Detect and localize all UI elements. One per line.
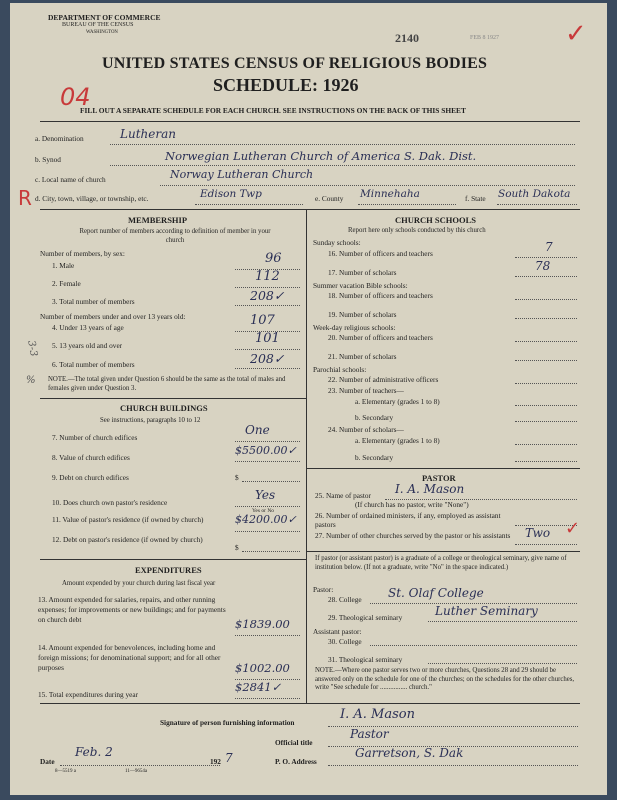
edifices-value: One [245,423,270,437]
q23-label: 23. Number of teachers— [328,386,404,395]
owns-residence-label: 10. Does church own pastor's residence [52,498,168,507]
q22-label: 22. Number of administrative officers [328,375,439,384]
q25-value: I. A. Mason [395,482,465,496]
female-value: 112 [255,269,280,284]
under-13-value: 107 [250,313,275,328]
pastor-sub-label: Pastor: [313,585,334,594]
expenditures-title: EXPENDITURES [135,565,202,575]
instruction-line: FILL OUT A SEPARATE SCHEDULE FOR EACH CHURCH. SEE INSTRUCTIONS ON THE BACK OF THIS SHEET [80,106,466,115]
expenditures-sub: Amount expended by your church during last fiscal year [62,580,216,587]
q14-label: 14. Amount expended for benevolences, including home and foreign missions; for denominational support; and for all other purposes [38,643,221,672]
q28-value: St. Olaf College [388,586,484,600]
signature-value: I. A. Mason [340,707,415,722]
residence-debt-label: 12. Debt on pastor's residence (if owned by church) [52,535,203,544]
sunday-head: Sunday schools: [313,238,361,247]
membership-title: MEMBERSHIP [128,215,188,225]
membership-intro: Report number of members according to definition of member in your church [79,228,271,244]
grad-note: If pastor (or assistant pastor) is a graduate of a college or theological seminary, give name of institution below. (If not a graduate, write "No" in the space indicated.) [315,555,567,571]
po-address-value: Garretson, S. Dak [355,746,464,760]
schools-sub: Report here only schools conducted by this church [348,227,486,234]
city-label: d. City, town, village, or township, etc. [35,194,149,203]
edifice-debt-label: 9. Debt on church edifices [52,473,129,482]
year-value: 7 [225,751,233,765]
residence-value-label: 11. Value of pastor's residence (if owned by church) [52,515,204,524]
asst-label: Assistant pastor: [313,627,362,636]
total-age-value: 208✓ [250,351,285,366]
received-stamp: FEB 8 1927 [470,35,500,41]
edifice-value-label: 8. Value of church edifices [52,453,130,462]
q19-label: 19. Number of scholars [328,310,397,319]
official-title-value: Pastor [350,727,389,741]
buildings-title: CHURCH BUILDINGS [120,403,208,413]
yes-no-hint: Yes or No [252,508,275,514]
q18-label: 18. Number of officers and teachers [328,291,433,300]
age-head: Number of members under and over 13 years old: [40,312,186,321]
q21-label: 21. Number of scholars [328,352,397,361]
q14-value: $1002.00 [235,661,290,675]
summer-head: Summer vacation Bible schools: [313,281,408,290]
bureau-name: BUREAU OF THE CENSUS [62,22,134,28]
q29-label: 29. Theological seminary [328,613,403,622]
pastor-title: PASTOR [422,473,456,483]
print-code-2: 11—9654a [125,769,148,774]
state-label: f. State [465,194,486,203]
red-r-mark: R [18,186,32,210]
denomination-label: a. Denomination [35,134,84,143]
q17-label: 17. Number of scholars [328,268,397,277]
under-13-label: 4. Under 13 years of age [52,323,124,332]
red-code-mark: 04 [60,83,91,111]
schools-title: CHURCH SCHOOLS [395,215,476,225]
q23b-label: b. Secondary [355,413,394,422]
q15-label: 15. Total expenditures during year [38,690,139,699]
q16-value: 7 [545,240,553,254]
po-address-label: P. O. Address [275,757,317,766]
dept-name: DEPARTMENT OF COMMERCE [48,13,161,22]
q23a-label: a. Elementary (grades 1 to 8) [355,397,440,406]
church-name-label: c. Local name of church [35,175,106,184]
check-mark-pastor: ✓ [565,518,581,539]
male-value: 96 [265,251,282,266]
q26-label: 26. Number of ordained ministers, if any, employed as assistant pastors [315,511,501,529]
membership-note: NOTE.—The total given under Question 6 should be the same as the total of males and females given under Question 3. [48,376,286,392]
week-head: Week-day religious schools: [313,323,396,332]
q16-label: 16. Number of officers and teachers [328,249,433,258]
check-mark-top: ✓ [565,19,587,49]
q24b-label: b. Secondary [355,453,394,462]
total-members-label: 3. Total number of members [52,297,135,306]
synod-label: b. Synod [35,155,61,164]
total-members-value: 208✓ [250,288,285,303]
total-age-label: 6. Total number of members [52,360,135,369]
denomination-value: Lutheran [120,127,176,141]
q27-label: 27. Number of other churches served by the pastor or his assistants [315,531,511,540]
county-label: e. County [315,194,344,203]
signature-label: Signature of person furnishing information [160,718,295,727]
edifice-value-value: $5500.00✓ [235,444,297,457]
pastor-note: NOTE.—Where one pastor serves two or more churches, Questions 28 and 29 should be answered only on the schedule for one of the churches; on the schedules for the other churches, write "See schedule for ................ church." [315,667,575,691]
print-code-1: 8—5519 a [55,769,76,774]
residence-debt-value: $ [235,543,239,552]
buildings-sub: See instructions, paragraphs 10 to 12 [100,417,201,424]
synod-value: Norwegian Lutheran Church of America S. Dak. Dist. [165,149,477,163]
q31-label: 31. Theological seminary [328,655,403,664]
q17-value: 78 [535,259,551,273]
over-13-value: 101 [255,331,280,346]
form-title: UNITED STATES CENSUS OF RELIGIOUS BODIES [102,55,488,72]
male-label: 1. Male [52,261,75,270]
side-mark-2: % [26,375,36,386]
residence-value-value: $4200.00✓ [235,513,297,526]
city-name: WASHINGTON [86,30,118,35]
q28-label: 28. College [328,595,362,604]
q24a-label: a. Elementary (grades 1 to 8) [355,436,440,445]
side-mark-1: 3-3 [25,339,39,358]
form-subtitle: SCHEDULE: 1926 [213,75,359,95]
form-number: 2140 [395,31,419,45]
by-sex-head: Number of members, by sex: [40,249,125,258]
year-label: 192 [210,757,221,766]
county-value: Minnehaha [360,188,420,200]
q25-hint: (If church has no pastor, write "None") [355,500,469,509]
q13-value: $1839.00 [235,617,290,631]
city-value: Edison Twp [200,188,262,200]
q30-label: 30. College [328,637,362,646]
q15-value: $2841✓ [235,680,282,694]
q29-value: Luther Seminary [435,604,538,618]
q13-label: 13. Amount expended for salaries, repairs, and other running expenses; for improvements or new buildings; and for payments on church debt [38,595,226,624]
q20-label: 20. Number of officers and teachers [328,333,433,342]
q24-label: 24. Number of scholars— [328,425,404,434]
state-value: South Dakota [498,188,571,200]
date-value: Feb. 2 [75,745,113,759]
q27-value: Two [525,526,551,540]
official-title-label: Official title [275,738,313,747]
edifice-debt-value: $ [235,473,239,482]
q25-label: 25. Name of pastor [315,491,371,500]
parochial-head: Parochial schools: [313,365,367,374]
date-label: Date [40,757,55,766]
over-13-label: 5. 13 years old and over [52,341,123,350]
female-label: 2. Female [52,279,81,288]
edifices-label: 7. Number of church edifices [52,433,138,442]
census-form-sheet [10,3,607,795]
owns-residence-value: Yes [255,488,276,502]
church-name-value: Norway Lutheran Church [170,168,314,181]
